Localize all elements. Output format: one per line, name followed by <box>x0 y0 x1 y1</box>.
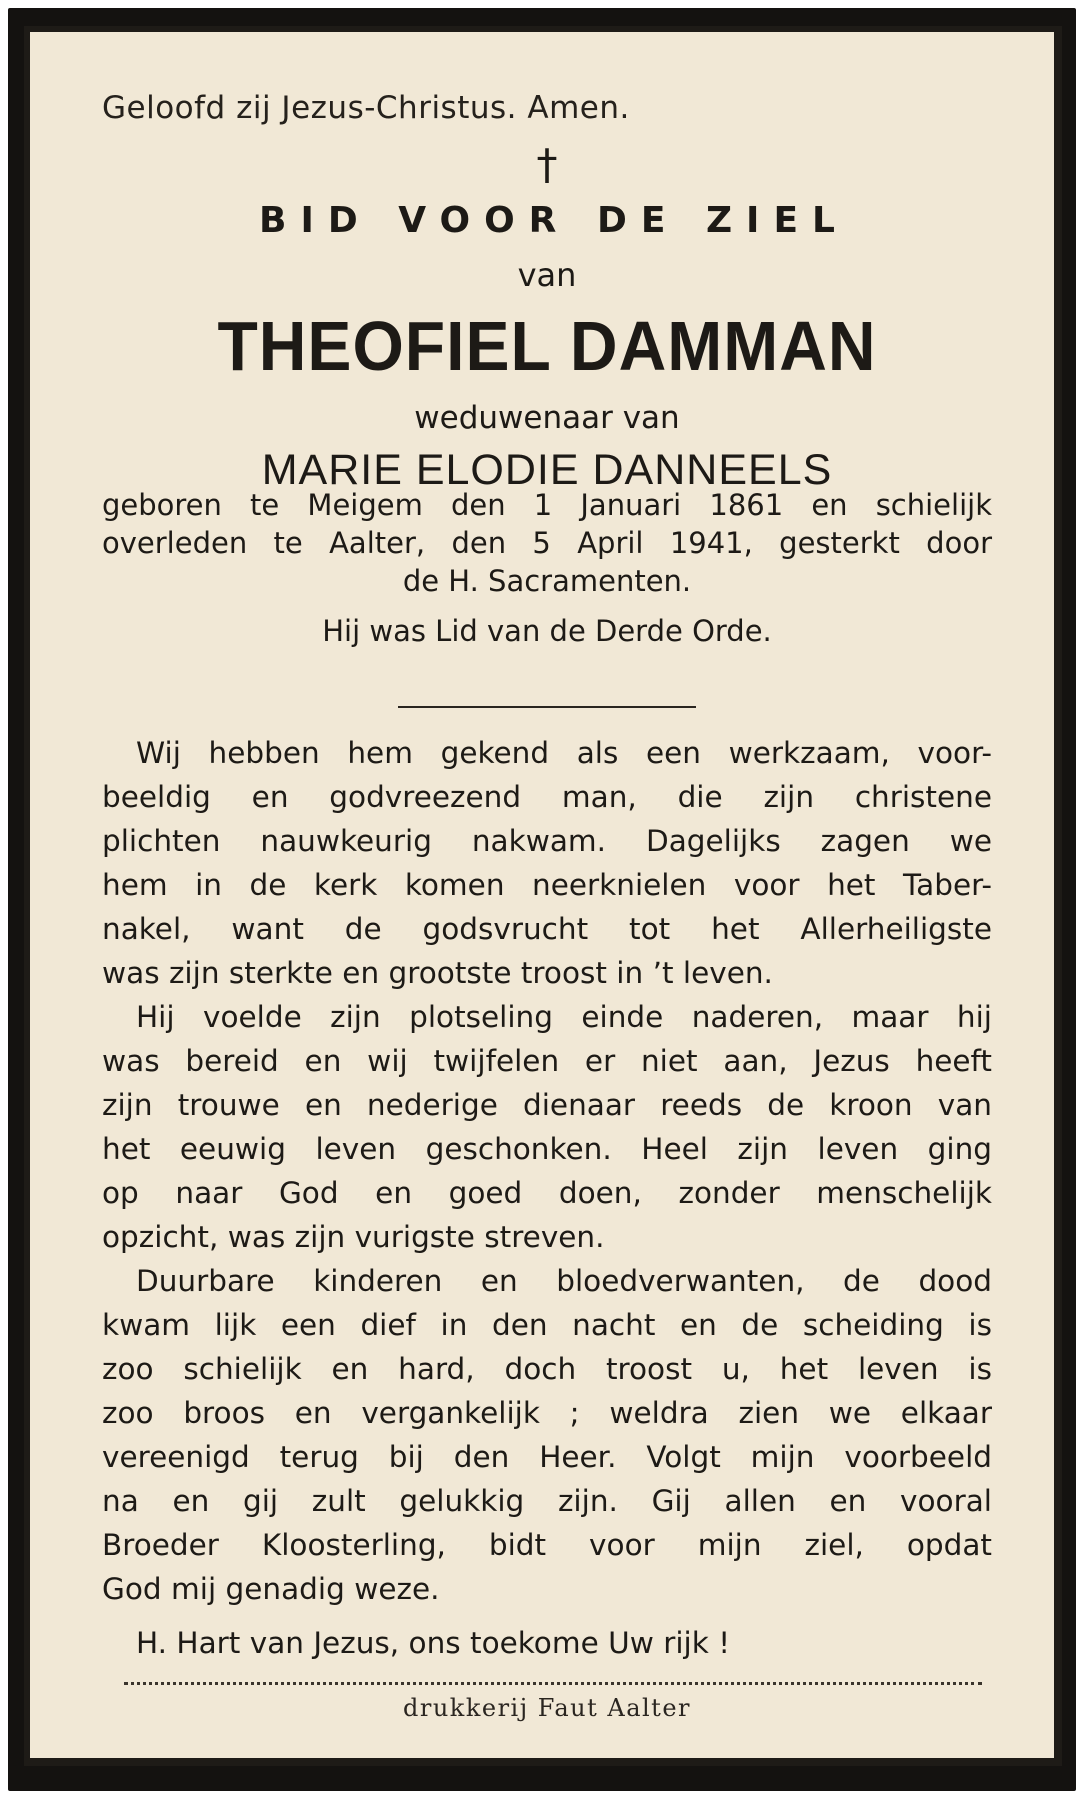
paragraph-line: zoo schielijk en hard, doch troost u, het leven is <box>102 1352 992 1386</box>
paragraph-line: Wij hebben hem gekend als een werkzaam, voor- <box>136 736 992 770</box>
dotted-separator <box>124 1682 982 1685</box>
paragraph-line: zijn trouwe en nederige dienaar reeds de kroon van <box>102 1088 992 1122</box>
biography-line: geboren te Meigem den 1 Januari 1861 en schielijk <box>102 488 992 522</box>
biography-line: Hij was Lid van de Derde Orde. <box>322 614 772 648</box>
biography-line: overleden te Aalter, den 5 April 1941, gesterkt door <box>102 526 992 560</box>
paragraph-line: Hij voelde zijn plotseling einde naderen, maar hij <box>136 1000 992 1034</box>
section-divider <box>398 706 696 708</box>
cross-icon: † <box>536 140 558 189</box>
paragraph-line: was zijn sterkte en grootste troost in ’t leven. <box>102 956 773 990</box>
closing-prayer: H. Hart van Jezus, ons toekome Uw rijk ! <box>136 1626 731 1660</box>
paragraph-line: beeldig en godvreezend man, die zijn christene <box>102 780 992 814</box>
paragraph-line: nakel, want de godsvrucht tot het Allerheiligste <box>102 912 992 946</box>
van-text: van <box>517 256 577 294</box>
biography-line: de H. Sacramenten. <box>402 564 692 598</box>
paragraph-line: God mij genadig weze. <box>102 1572 440 1606</box>
paragraph-line: na en gij zult gelukkig zijn. Gij allen en vooral <box>102 1484 992 1518</box>
paragraph-line: Broeder Kloosterling, bidt voor mijn ziel, opdat <box>102 1528 992 1562</box>
paragraph-line: zoo broos en vergankelijk ; weldra zien we elkaar <box>102 1396 992 1430</box>
paragraph-line: het eeuwig leven geschonken. Heel zijn leven ging <box>102 1132 992 1166</box>
relation-text: weduwenaar van <box>414 400 680 436</box>
paragraph-line: plichten nauwkeurig nakwam. Dagelijks zagen we <box>102 824 992 858</box>
memorial-card <box>24 26 1062 1766</box>
card-title: BID VOOR DE ZIEL <box>259 200 849 241</box>
paragraph-line: kwam lijk een dief in den nacht en de scheiding is <box>102 1308 992 1342</box>
printer-imprint: drukkerij Faut Aalter <box>403 1694 691 1722</box>
paragraph-line: vereenigd terug bij den Heer. Volgt mijn voorbeeld <box>102 1440 992 1474</box>
paragraph-line: opzicht, was zijn vurigste streven. <box>102 1220 605 1254</box>
paragraph-line: op naar God en goed doen, zonder menschelijk <box>102 1176 992 1210</box>
spouse-name: MARIE ELODIE DANNEELS <box>261 446 833 494</box>
paragraph-line: Duurbare kinderen en bloedverwanten, de dood <box>136 1264 992 1298</box>
paragraph-line: hem in de kerk komen neerknielen voor het Taber- <box>102 868 992 902</box>
paragraph-line: was bereid en wij twijfelen er niet aan, Jezus heeft <box>102 1044 992 1078</box>
deceased-name: THEOFIEL DAMMAN <box>217 307 877 385</box>
invocation-text: Geloofd zij Jezus-Christus. Amen. <box>102 90 630 126</box>
